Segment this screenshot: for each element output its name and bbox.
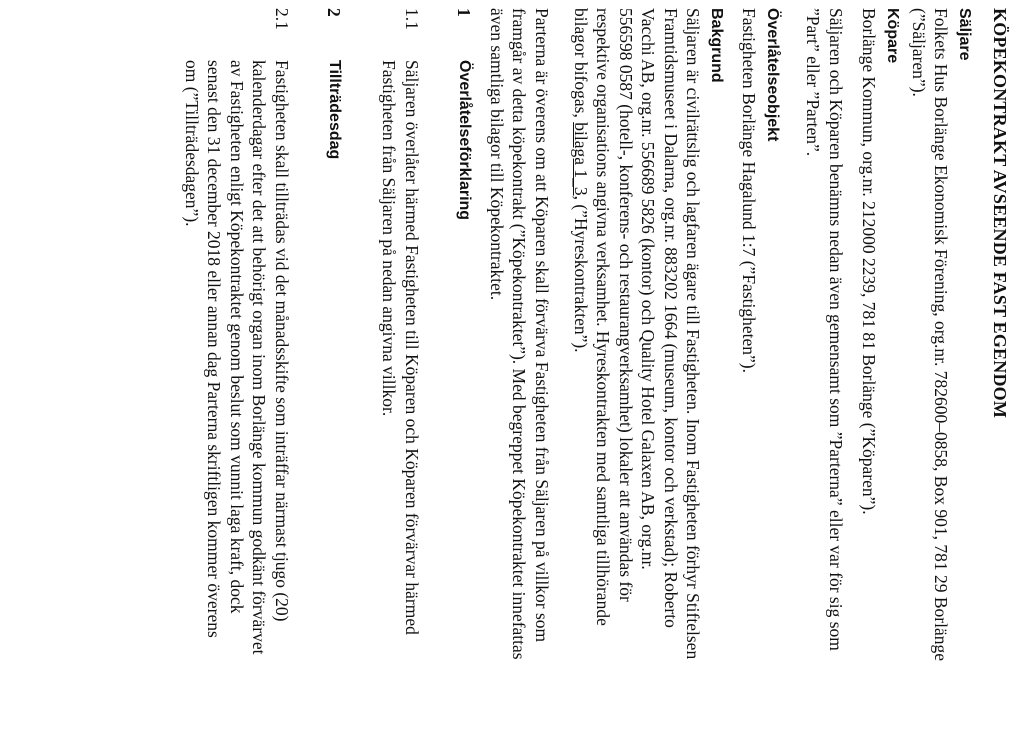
clause-1-1 (373, 8, 423, 744)
background-section (570, 8, 728, 744)
agreement-line: även samtliga bilagor till Köpekontraktet. (487, 8, 507, 301)
clause-line: kalenderdagar efter det att behörigt organ inom Borlänge kommun godkänt förvärvet (249, 60, 270, 655)
background-last-prefix: bilagor bifogas, (571, 8, 591, 123)
section-1-heading (435, 8, 475, 744)
background-line: Säljaren är civilrättslig och lagfaren ägare till Fastigheten. Inom Fastigheten förhyr Stiftelsen (683, 8, 704, 660)
section-number: 1 (454, 8, 474, 17)
clause-text (378, 60, 423, 746)
seller-label: Säljare (956, 8, 973, 61)
background-line: Framtidsmuseet i Dalarna, org.nr. 883202 1664 (museum, kontor och verkstad); Roberto (661, 8, 681, 628)
clause-number: 1.1 (402, 8, 422, 30)
document-title: KÖPEKONTRAKT AVSEENDE FAST EGENDOM (990, 8, 1010, 419)
background-last-line (570, 8, 593, 744)
section-2-heading (305, 8, 345, 744)
clause-line: Fastigheten skall tillträdas vid det månadsskifte som inträffar närmast tjugo (20) (272, 60, 292, 622)
background-label: Bakgrund (708, 8, 725, 83)
clause-line: om (”Tillträdesdagen”). (182, 60, 202, 227)
section-heading: Tillträdesdag (326, 60, 343, 160)
background-last-suffix: , (”Hyreskontrakten”). (571, 195, 591, 353)
clause-text (181, 60, 294, 746)
clause-line: av Fastigheten enligt Köpekontraktet genom beslut som vunnit laga kraft, dock (227, 60, 247, 614)
section-number: 2 (324, 8, 344, 17)
attachment-link[interactable]: bilaga 1_3 (571, 122, 591, 196)
object-section (738, 8, 783, 744)
agreement-line: Parterna är överens om att Köparen skall förvärva Fastigheten från Säljaren på villkor som (532, 8, 552, 643)
background-line: respektive organisations angivna verksamhet. Hyreskontrakten med samtliga tillhörande (593, 8, 614, 626)
buyer-label: Köpare (884, 8, 901, 64)
seller-line: Folkets Hus Borlänge Ekonomisk Förening, org.nr. 782600–0858, Box 901, 781 29 Borlänge (931, 8, 952, 661)
clause-line: senast den 31 december 2018 eller annan dag Parterna skriftligen kommer överens (204, 60, 225, 638)
background-line: Vacchi AB, org.nr. 556689 5826 (kontor) och Quality Hotel Galaxen AB, org.nr. (638, 8, 659, 570)
clause-line: Säljaren överlåter härmed Fastigheten till Köparen och Köparen förvärvar härmed (402, 60, 422, 635)
buyer-section (858, 8, 903, 744)
clause-2-1 (173, 8, 293, 744)
parties-note (802, 8, 847, 744)
seller-section (908, 8, 976, 744)
buyer-line: Borlänge Kommun, org.nr. 212000 2239, 781 81 Borlänge (”Köparen”). (859, 8, 880, 515)
parties-line: Säljaren och Köparen benämns nedan även gemensamt som ”Parterna” eller var för sig som (826, 8, 846, 651)
agreement-line: framgår av detta köpekontrakt (”Köpekontraktet”). Med begreppet Köpekontraktet innefattas (509, 8, 530, 660)
background-line: 556598 0587 (hotell-, konferens- och restaurangverksamhet) lokaler att användas för (616, 8, 636, 602)
object-line: Fastigheten Borlänge Hagalund 1:7 (”Fastigheten”). (739, 8, 760, 373)
clause-line: Fastigheten från Säljaren på nedan angivna villkor. (379, 60, 400, 417)
object-label: Överlåtelseobjekt (764, 8, 781, 142)
parties-line: ”Part” eller ”Parten”. (803, 8, 824, 157)
clause-number: 2.1 (272, 8, 292, 30)
agreement-paragraph (486, 8, 554, 744)
seller-line: (”Säljaren”). (909, 8, 929, 97)
section-heading: Överlåtelseförklaring (456, 60, 473, 221)
